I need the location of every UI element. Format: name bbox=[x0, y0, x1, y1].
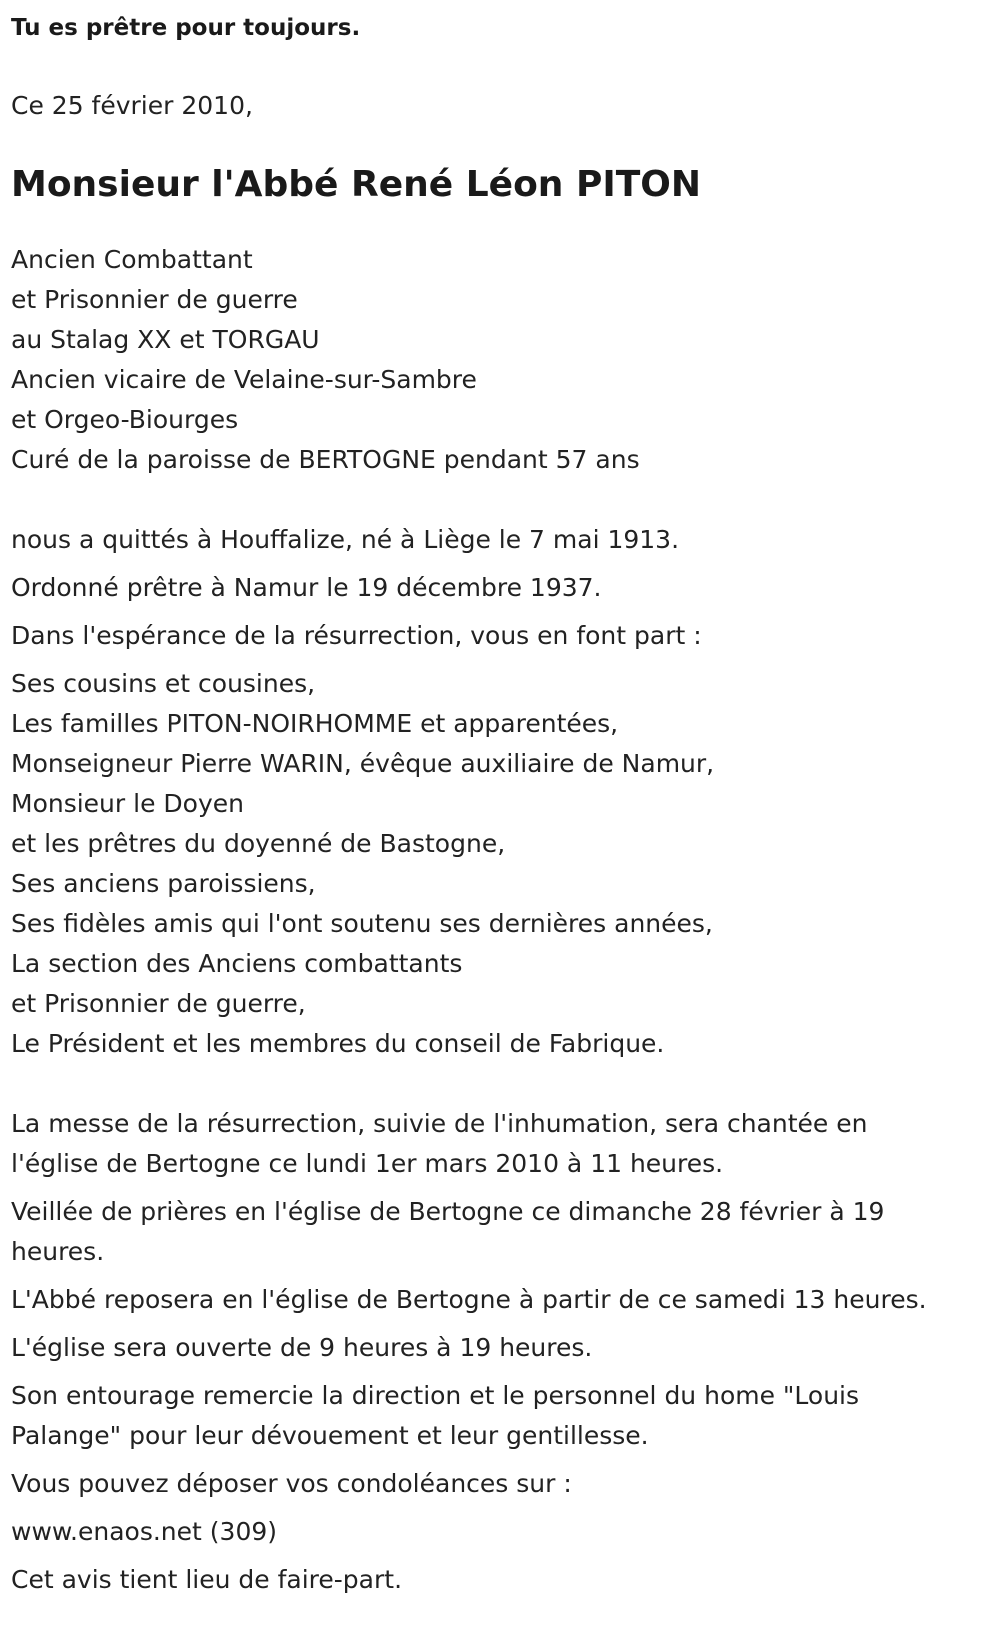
mourner-line: et les prêtres du doyenné de Bastogne, bbox=[11, 829, 506, 858]
epigraph: Tu es prêtre pour toujours. bbox=[11, 15, 361, 41]
mass-line: l'église de Bertogne ce lundi 1er mars 2010 à 11 heures. bbox=[11, 1149, 724, 1178]
obituary-notice bbox=[11, 0, 986, 1600]
thanks-line: Palange" pour leur dévouement et leur gentillesse. bbox=[11, 1421, 649, 1450]
mourner-line: Les familles PITON-NOIRHOMME et apparentées, bbox=[11, 709, 619, 738]
announcement-intro: Dans l'espérance de la résurrection, vous en font part : bbox=[11, 621, 702, 650]
mourner-line: Monseigneur Pierre WARIN, évêque auxiliaire de Namur, bbox=[11, 749, 715, 778]
mourner-line: et Prisonnier de guerre, bbox=[11, 989, 306, 1018]
departure-text: nous a quittés à Houffalize, né à Liège le 7 mai 1913. bbox=[11, 525, 680, 554]
condolences-intro: Vous pouvez déposer vos condoléances sur : bbox=[11, 1469, 572, 1498]
vigil-line: heures. bbox=[11, 1237, 105, 1266]
mourners-list bbox=[11, 664, 986, 1064]
titles-block bbox=[11, 240, 986, 480]
vigil-paragraph bbox=[11, 1192, 986, 1272]
title-line: Ancien Combattant bbox=[11, 245, 253, 274]
title-line: et Orgeo-Biourges bbox=[11, 405, 239, 434]
mass-line: La messe de la résurrection, suivie de l'inhumation, sera chantée en bbox=[11, 1109, 868, 1138]
mass-paragraph bbox=[11, 1104, 986, 1184]
title-line: et Prisonnier de guerre bbox=[11, 285, 298, 314]
vigil-line: Veillée de prières en l'église de Bertogne ce dimanche 28 février à 19 bbox=[11, 1197, 885, 1226]
date-line: Ce 25 février 2010, bbox=[11, 91, 253, 120]
title-line: Curé de la paroisse de BERTOGNE pendant 57 ans bbox=[11, 445, 640, 474]
mourner-line: Le Président et les membres du conseil de Fabrique. bbox=[11, 1029, 665, 1058]
mourner-line: Monsieur le Doyen bbox=[11, 789, 244, 818]
deceased-name: Monsieur l'Abbé René Léon PITON bbox=[11, 164, 702, 205]
mourner-line: Ses anciens paroissiens, bbox=[11, 869, 316, 898]
mourner-line: Ses cousins et cousines, bbox=[11, 669, 316, 698]
church-hours-text: L'église sera ouverte de 9 heures à 19 heures. bbox=[11, 1333, 593, 1362]
mourner-line: La section des Anciens combattants bbox=[11, 949, 463, 978]
thanks-paragraph bbox=[11, 1376, 986, 1456]
title-line: Ancien vicaire de Velaine-sur-Sambre bbox=[11, 365, 477, 394]
repose-text: L'Abbé reposera en l'église de Bertogne à partir de ce samedi 13 heures. bbox=[11, 1285, 927, 1314]
mourner-line: Ses fidèles amis qui l'ont soutenu ses dernières années, bbox=[11, 909, 713, 938]
ordination-text: Ordonné prêtre à Namur le 19 décembre 1937. bbox=[11, 573, 602, 602]
thanks-line: Son entourage remercie la direction et le personnel du home "Louis bbox=[11, 1381, 860, 1410]
website-text: www.enaos.net (309) bbox=[11, 1517, 278, 1546]
closing-text: Cet avis tient lieu de faire-part. bbox=[11, 1565, 403, 1594]
title-line: au Stalag XX et TORGAU bbox=[11, 325, 320, 354]
